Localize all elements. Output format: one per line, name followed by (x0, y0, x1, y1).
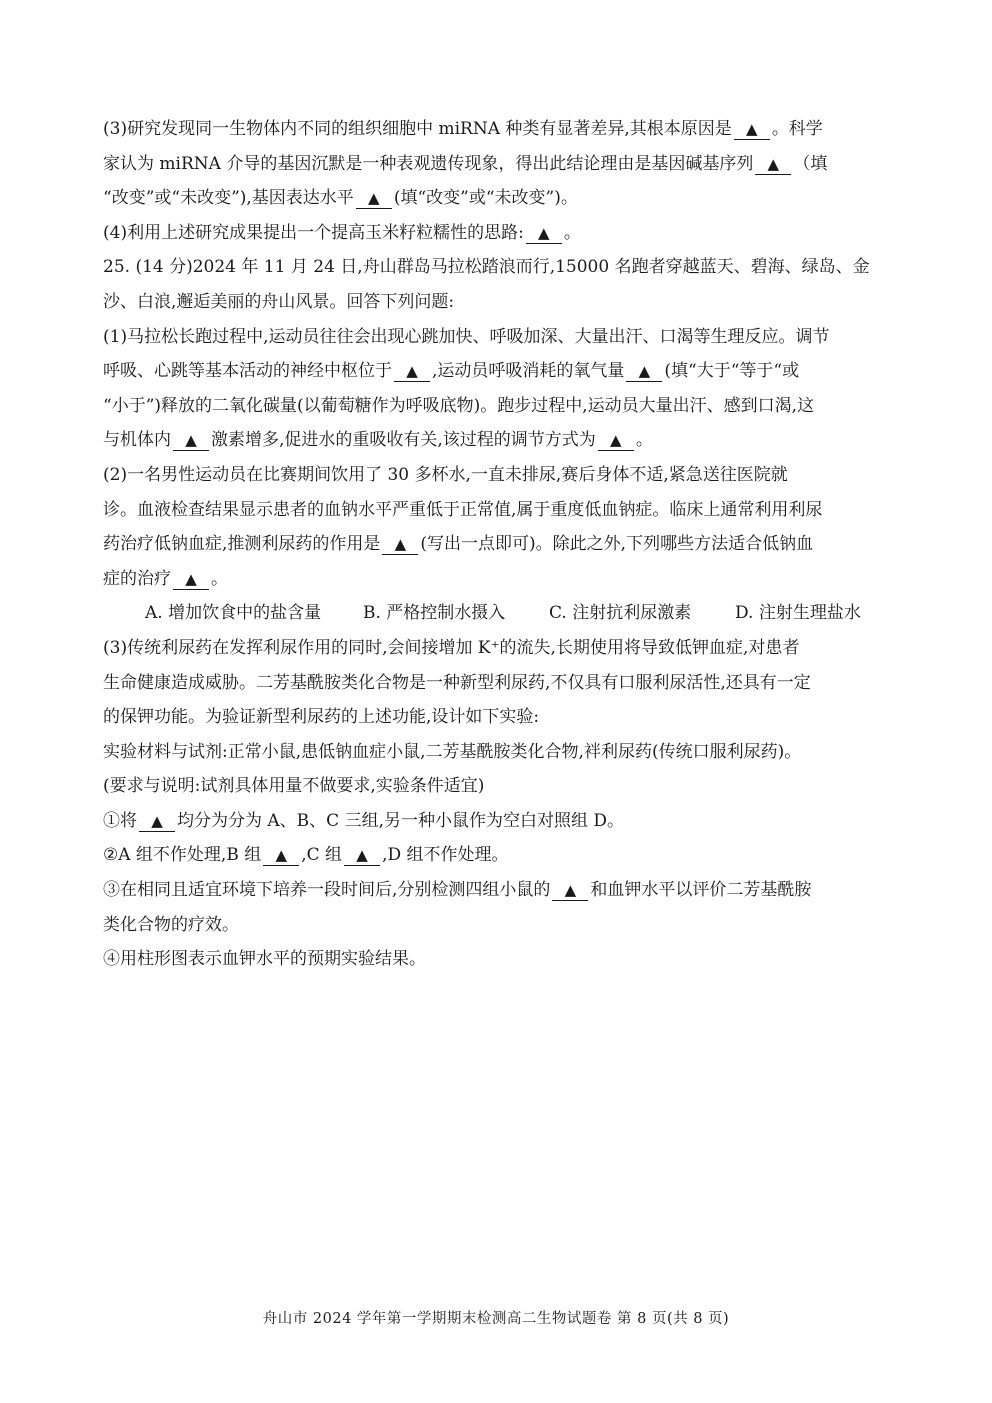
text-segment: ,D 组不作处理。 (382, 845, 509, 866)
answer-blank[interactable] (598, 430, 634, 451)
questions-block-1 (103, 112, 895, 596)
text-line (103, 147, 895, 182)
answer-blank[interactable] (382, 534, 418, 555)
text-line (103, 320, 895, 355)
triangle-icon: ▲ (185, 431, 197, 450)
text-segment: （填 (793, 153, 828, 174)
text-segment: 与机体内 (103, 430, 171, 451)
text-segment: ,运动员呼吸消耗的氧气量 (432, 361, 625, 382)
text-segment: 症的治疗 (103, 568, 171, 589)
text-line (103, 769, 895, 804)
text-line (103, 804, 895, 839)
option-b: B. 严格控制水摄入 (363, 603, 506, 624)
text-line (103, 562, 895, 597)
text-segment: 沙、白浪,邂逅美丽的舟山风景。回答下列问题: (103, 291, 455, 312)
question-text (103, 112, 895, 977)
text-segment: 呼吸、心跳等基本活动的神经中枢位于 (103, 361, 392, 382)
text-line (103, 250, 895, 285)
text-segment: (要求与说明:试剂具体用量不做要求,实验条件适宜) (103, 776, 485, 797)
text-line (103, 527, 895, 562)
answer-blank[interactable] (552, 880, 588, 901)
option-c: C. 注射抗利尿激素 (549, 603, 692, 624)
triangle-icon: ▲ (151, 811, 163, 830)
text-line (103, 389, 895, 424)
triangle-icon: ▲ (746, 120, 758, 138)
triangle-icon: ▲ (564, 881, 577, 900)
text-segment: 25. (14 分)2024 年 11 月 24 日,舟山群岛马拉松踏浪而行,15000 名跑者穿越蓝天、碧海、绿岛、金 (103, 257, 870, 278)
text-segment: (填“大于“等于“或 (664, 361, 800, 382)
answer-blank[interactable] (173, 430, 209, 451)
page-footer: 舟山市 2024 学年第一学期期末检测高二生物试题卷 第 8 页(共 8 页) (262, 1311, 730, 1327)
answer-blank[interactable] (356, 188, 392, 209)
answer-blank[interactable] (626, 361, 662, 382)
option-a: A. 增加饮食中的盐含量 (145, 603, 322, 624)
text-segment: “小于”)释放的二氧化碳量(以葡萄糖作为呼吸底物)。跑步过程中,运动员大量出汗、感到口渴,这 (103, 395, 815, 416)
answer-blank[interactable] (755, 154, 791, 175)
text-line (103, 908, 895, 943)
triangle-icon: ▲ (275, 846, 287, 865)
text-segment: 。科学 (771, 119, 823, 139)
text-line (103, 735, 895, 770)
option-d: D. 注射生理盐水 (735, 603, 861, 624)
text-segment: 均分为分为 A、B、C 三组,另一种小鼠作为空白对照组 D。 (177, 810, 625, 831)
triangle-icon: ▲ (356, 846, 368, 865)
text-segment: ,C 组 (301, 845, 343, 866)
text-line (103, 631, 895, 666)
text-segment: ①将 (103, 810, 137, 831)
text-segment: 的保钾功能。为验证新型利尿药的上述功能,设计如下实验: (103, 707, 540, 728)
triangle-icon: ▲ (538, 223, 550, 242)
text-segment: 实验材料与试剂:正常小鼠,患低钠血症小鼠,二芳基酰胺类化合物,袢利尿药(传统口服利尿药)。 (103, 741, 802, 762)
text-segment: 激素增多,促进水的重吸收有关,该过程的调节方式为 (211, 430, 596, 451)
answer-blank[interactable] (173, 569, 209, 590)
text-line (103, 666, 895, 701)
text-line (103, 838, 895, 873)
answer-blank[interactable] (263, 845, 299, 866)
answer-blank[interactable] (526, 223, 562, 244)
text-line (103, 458, 895, 493)
text-segment: (写出一点即可)。除此之外,下列哪些方法适合低钠血 (420, 534, 814, 555)
text-segment: ③在相同且适宜环境下培养一段时间后,分别检测四组小鼠的 (103, 880, 551, 901)
text-segment: (4)利用上述研究成果提出一个提高玉米籽粒糯性的思路: (103, 222, 524, 243)
text-segment: ②A 组不作处理,B 组 (103, 845, 262, 866)
text-line (103, 942, 895, 977)
text-segment: (3)研究发现同一生物体内不同的组织细胞中 miRNA 种类有显著差异,其根本原因是 (103, 119, 732, 139)
answer-blank[interactable] (734, 119, 770, 140)
text-line (103, 285, 895, 320)
text-segment: ④用柱形图表示血钾水平的预期实验结果。 (103, 949, 426, 970)
text-segment: 。 (211, 568, 228, 589)
answer-blank[interactable] (139, 811, 175, 832)
triangle-icon: ▲ (185, 569, 197, 588)
text-segment: (1)马拉松长跑过程中,运动员往往会出现心跳加快、呼吸加深、大量出汗、口渴等生理反应。调节 (103, 326, 830, 347)
answer-blank[interactable] (344, 845, 380, 866)
text-line (103, 700, 895, 735)
triangle-icon: ▲ (394, 535, 407, 554)
triangle-icon: ▲ (767, 154, 780, 173)
text-segment: 药治疗低钠血症,推测利尿药的作用是 (103, 534, 381, 555)
text-line (103, 181, 895, 216)
text-line (103, 354, 895, 389)
text-segment: (2)一名男性运动员在比赛期间饮用了 30 多杯水,一直未排尿,赛后身体不适,紧急送往医院就 (103, 464, 788, 485)
answer-blank[interactable] (394, 361, 430, 382)
answer-options (103, 596, 895, 631)
text-segment: 类化合物的疗效。 (103, 914, 239, 935)
text-segment: (3)传统利尿药在发挥利尿作用的同时,会间接增加 K⁺的流失,长期使用将导致低钾血症,对患者 (103, 637, 800, 658)
text-segment: 生命健康造成威胁。二芳基酰胺类化合物是一种新型利尿药,不仅具有口服利尿活性,还具有一定 (103, 672, 811, 693)
text-line (103, 112, 895, 147)
questions-block-2 (103, 631, 895, 977)
text-segment: 。 (635, 430, 653, 451)
text-segment: 和血钾水平以评价二芳基酰胺 (590, 880, 812, 901)
text-line (103, 216, 895, 251)
triangle-icon: ▲ (406, 362, 418, 381)
text-segment: “改变”或“未改变”),基因表达水平 (103, 188, 354, 209)
text-line (103, 423, 895, 458)
text-line (103, 493, 895, 528)
text-segment: 。 (563, 222, 581, 243)
text-segment: 家认为 miRNA 介导的基因沉默是一种表观遗传现象，得出此结论理由是基因碱基序列 (103, 153, 754, 174)
text-segment: 诊。血液检查结果显示患者的血钠水平严重低于正常值,属于重度低血钠症。临床上通常利用利尿 (103, 499, 823, 520)
text-line (103, 873, 895, 908)
triangle-icon: ▲ (610, 431, 622, 450)
triangle-icon: ▲ (368, 189, 380, 208)
triangle-icon: ▲ (638, 362, 651, 381)
text-segment: (填“改变”或“未改变”)。 (393, 188, 578, 209)
